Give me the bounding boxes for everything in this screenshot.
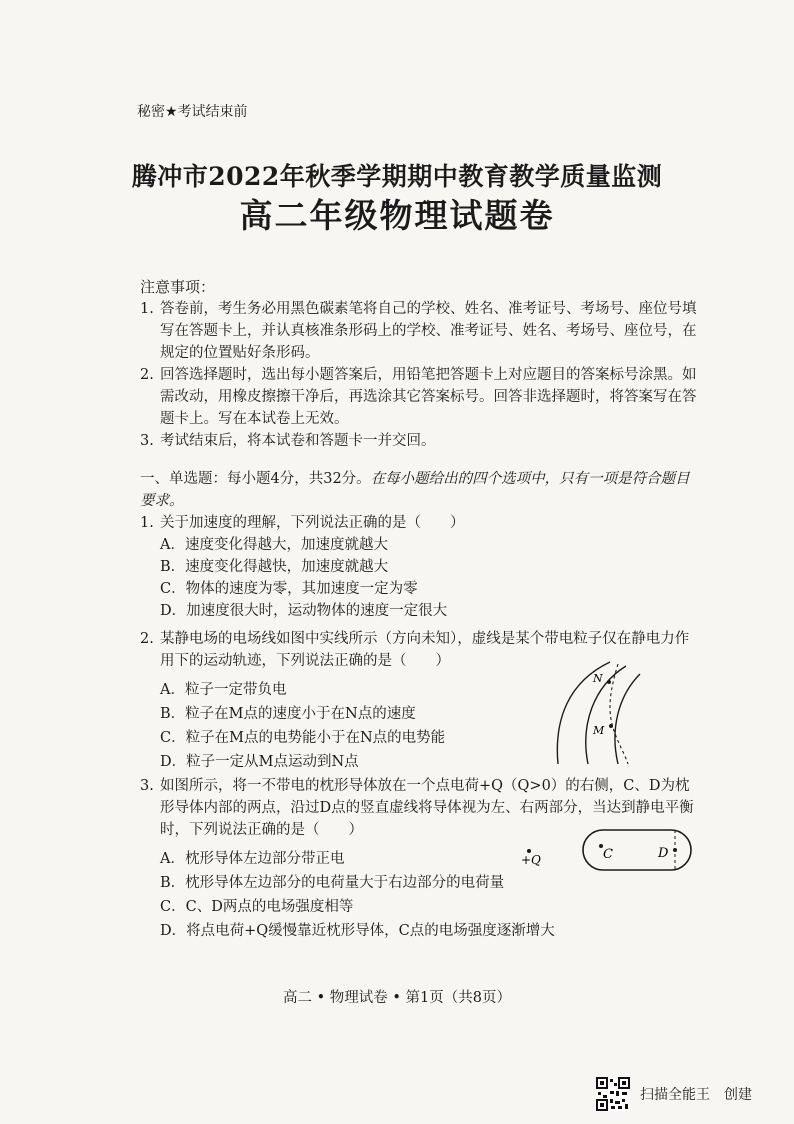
question-text: 如图所示，将一不带电的枕形导体放在一个点电荷+Q（Q>0）的右侧，C、D为枕形导体内部的两点，沿过D点的竖直虚线将导体视为左、右两部分，当达到静电平衡时，下列说法正确的是（ ） [160, 778, 694, 838]
section-heading [140, 468, 700, 512]
confidential-label: 秘密★考试结束前 [137, 104, 248, 120]
notice-item-number: 2. [140, 367, 154, 383]
label-charge: +Q [521, 853, 541, 867]
point-m [609, 724, 613, 728]
notice-item [140, 364, 700, 430]
question-number: 1. [140, 515, 154, 531]
field-lines-figure [548, 660, 648, 766]
exam-subtitle: 高二年级物理试题卷 [239, 196, 555, 235]
option-b: B．枕形导体左边部分的电荷量大于右边部分的电荷量 [160, 875, 505, 891]
option-c: C．物体的速度为零，其加速度一定为零 [160, 581, 418, 597]
notice-heading: 注意事项： [140, 278, 216, 296]
option-a: A．粒子一定带负电 [160, 682, 287, 698]
page-footer: 高二 • 物理试卷 • 第1页（共8页） [283, 990, 511, 1006]
notice-item-text: 回答选择题时，选出每小题答案后，用铅笔把答题卡上对应题目的答案标号涂黑。如需改动，用橡皮擦擦干净后，再选涂其它答案标号。回答非选择题时，将答案写在答题卡上。写在本试卷上无效。 [160, 367, 697, 427]
question-number: 3. [140, 778, 154, 794]
label-d: D [658, 846, 669, 861]
particle-trajectory [610, 664, 628, 764]
point-d [673, 848, 677, 852]
option-c: C．粒子在M点的电势能小于在N点的电势能 [160, 730, 446, 746]
question-stem [140, 512, 700, 534]
notice-item [140, 430, 700, 452]
option-d: D．将点电荷+Q缓慢靠近枕形导体，C点的电场强度逐渐增大 [160, 923, 555, 939]
notice-item-number: 1. [140, 301, 154, 317]
notice-item-text: 答卷前，考生务必用黑色碳素笔将自己的学校、姓名、准考证号、考场号、座位号填写在答题卡上，并认真核准条形码上的学校、准考证号、姓名、考场号、座位号，在规定的位置贴好条形码。 [160, 301, 697, 361]
field-line [586, 666, 626, 764]
section-title: 一、单选题：每小题4分，共32分。 [140, 471, 371, 487]
option-b: B．速度变化得越快，加速度就越大 [160, 559, 389, 575]
option-a: A．枕形导体左边部分带正电 [160, 851, 345, 867]
section-instruction: 在每小题给出的四个选项中，只有一项是符合题目要求。 [140, 471, 690, 509]
field-line [615, 674, 640, 764]
option-d: D．加速度很大时，运动物体的速度一定很大 [160, 603, 448, 619]
option-a: A．速度变化得越大，加速度就越大 [160, 537, 388, 553]
exam-title: 腾冲市2022年秋季学期期中教育教学质量监测 [131, 162, 663, 191]
question-1 [140, 512, 700, 622]
label-m: M [593, 724, 605, 737]
scanner-text: 扫描全能王 创建 [640, 1087, 752, 1103]
notice-item-text: 考试结束后，将本试卷和答题卡一并交回。 [160, 433, 436, 449]
notice-item-number: 3. [140, 433, 154, 449]
pillow-conductor-figure [515, 824, 695, 876]
question-text: 某静电场的电场线如图中实线所示（方向未知），虚线是某个带电粒子仅在静电力作用下的运动轨迹，下列说法正确的是（ ） [160, 631, 690, 669]
qr-code-icon [596, 1077, 630, 1111]
notice-item [140, 298, 700, 364]
option-b: B．粒子在M点的速度小于在N点的速度 [160, 706, 416, 722]
question-text: 关于加速度的理解，下列说法正确的是（ ） [160, 515, 465, 531]
scanner-watermark [596, 1076, 766, 1112]
label-c: C [603, 847, 613, 862]
option-d: D．粒子一定从M点运动到N点 [160, 754, 359, 770]
question-number: 2. [140, 631, 154, 647]
label-n: N [593, 672, 603, 685]
option-c: C．C、D两点的电场强度相等 [160, 899, 354, 915]
notice-list [140, 298, 700, 452]
point-n [607, 680, 611, 684]
